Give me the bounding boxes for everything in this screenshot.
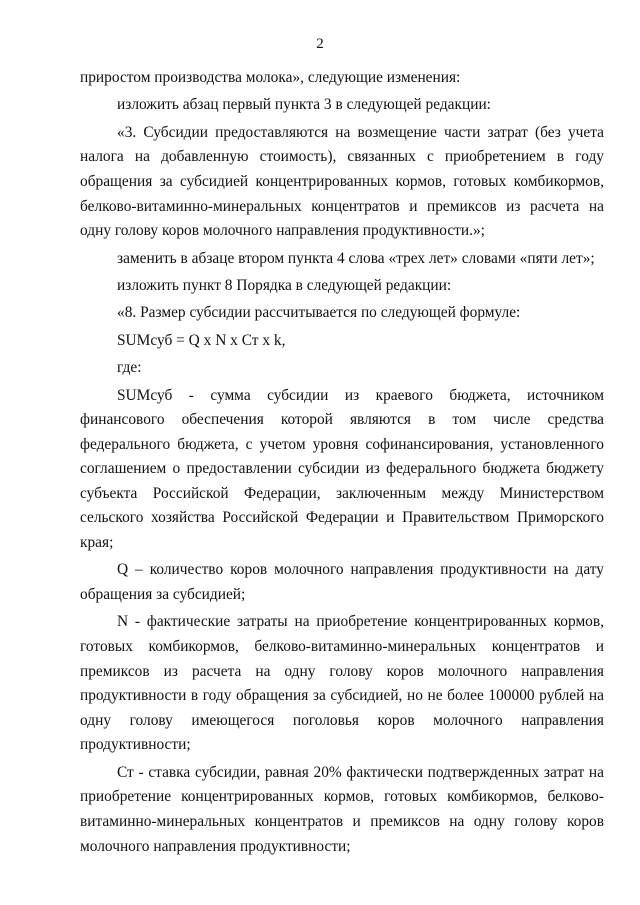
definition-st: Ст - ставка субсидии, равная 20% фактически подтвержденных затрат на приобретение концентрированных кормов, готовых комбикормов, белково-витаминно-минеральных концентратов и премиксов на одну голову коров молочного направления продуктивности; [80, 763, 604, 855]
document-body [80, 66, 604, 862]
definition-n: N - фактические затраты на приобретение концентрированных кормов, готовых комбикормов, белково-витаминно-минеральных концентратов и премиксов из расчета на одну голову коров молочного направления продуктивности в году обращения за субсидией, но не более 100000 рублей на одну голову имеющегося поголовья коров молочного направления продуктивности; [80, 613, 604, 754]
paragraph-amend-clause-4: заменить в абзаце втором пункта 4 слова «трех лет» словами «пяти лет»; [117, 249, 595, 267]
definition-sum: SUMсуб - сумма субсидии из краевого бюджета, источником финансового обеспечения которой являются в том числе средства федерального бюджета, с учетом уровня софинансирования, установленного соглашением о предоставлении субсидии из федерального бюджета бюджету субъекта Российской Федерации, заключенным между Министерством сельского хозяйства Российской Федерации и Правительством Приморского края; [80, 386, 604, 552]
paragraph-where: где: [117, 359, 142, 377]
paragraph-intro-continuation: приростом производства молока», следующие изменения: [80, 69, 461, 86]
definition-q: Q – количество коров молочного направления продуктивности на дату обращения за субсидией; [80, 561, 604, 604]
formula-line: SUMсуб = Q x N x Ст x k, [117, 331, 286, 349]
paragraph-clause-8-intro: «8. Размер субсидии рассчитывается по следующей формуле: [117, 304, 521, 322]
paragraph-amend-clause-8: изложить пункт 8 Порядка в следующей редакции: [117, 276, 452, 294]
page-number: 2 [316, 36, 324, 52]
paragraph-clause-3-text: «3. Субсидии предоставляются на возмещение части затрат (без учета налога на добавленную стоимость), связанных с приобретением в году обращения за субсидией концентрированных кормов, готовых комбикормов, белково-витаминно-минеральных концентратов и премиксов из расчета на одну голову коров молочного направления продуктивности.»; [80, 123, 604, 240]
paragraph-amend-clause-3: изложить абзац первый пункта 3 в следующей редакции: [117, 96, 491, 114]
